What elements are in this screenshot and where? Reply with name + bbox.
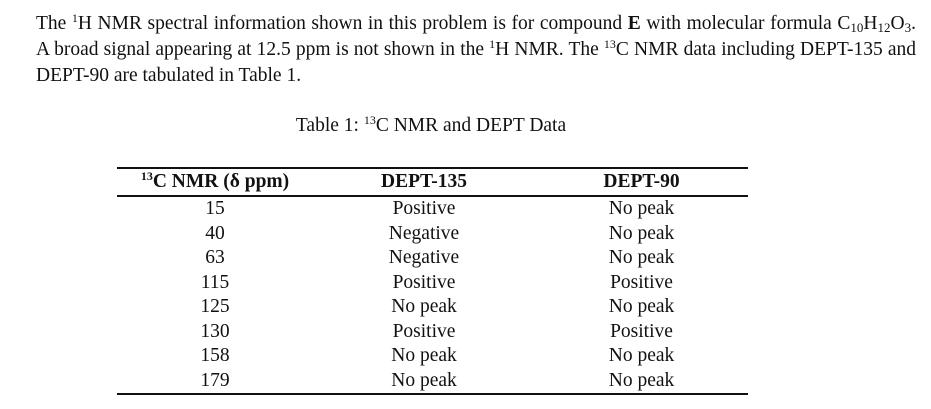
intro-text: . A broad signal appearing at 12.5 ppm is not shown in the [36,13,916,60]
table-caption [0,113,862,139]
superscript: 1 [489,37,496,51]
cell-dept135: Positive [392,271,456,293]
intro-text: H NMR spectral information shown in this problem is for compound [77,13,628,34]
compound-label: E [627,13,641,34]
table-row [117,295,748,320]
superscript: 13 [363,113,376,127]
nmr-dept-table [117,167,748,395]
table-row [117,271,748,296]
table-row [117,320,748,345]
cell-dept90: No peak [608,198,675,220]
superscript: 1 [71,11,78,25]
cell-dept135: No peak [391,369,457,391]
cell-dept90: Positive [610,320,673,342]
table-row [117,222,748,247]
header-dept90: DEPT-90 [603,171,680,192]
cell-dept90: No peak [608,247,675,269]
intro-text: O [890,13,905,34]
cell-dept90: No peak [608,222,675,244]
table-header-row [117,168,748,196]
superscript: 13 [603,37,616,51]
cell-shift: 125 [200,296,230,318]
caption-text: C NMR and DEPT Data [375,115,567,136]
problem-statement [36,11,916,89]
cell-dept135: Negative [388,247,460,269]
intro-text: The [36,13,72,34]
table-row [117,369,748,395]
intro-text: with molecular formula C [640,13,851,34]
cell-dept135: Positive [392,198,456,220]
cell-shift: 158 [200,345,230,367]
subscript: 10 [850,20,864,35]
header-c13-nmr [117,168,313,196]
cell-shift: 115 [200,271,230,293]
cell-dept135: Negative [388,222,460,244]
cell-dept135: Positive [392,320,456,342]
cell-dept90: No peak [608,345,675,367]
intro-text: H [863,13,878,34]
table-row [117,246,748,271]
cell-dept90: Positive [610,271,673,293]
subscript: 12 [877,20,891,35]
intro-text: H NMR. The [495,39,604,60]
cell-shift: 130 [200,320,230,342]
cell-shift: 40 [205,222,225,244]
nmr-table-container [117,167,748,395]
cell-shift: 179 [200,369,230,391]
cell-dept90: No peak [608,296,675,318]
subscript: 3 [904,20,912,35]
cell-shift: 63 [205,247,225,269]
caption-prefix: Table 1: [295,115,364,136]
header-label: C NMR (δ ppm) [152,171,290,192]
header-dept135: DEPT-135 [381,171,467,192]
cell-dept135: No peak [391,296,457,318]
superscript: 13 [140,169,153,183]
table-row [117,344,748,369]
intro-text: C NMR data including DEPT-135 and DEPT-90 are tabulated in Table 1. [36,39,916,86]
table-row [117,196,748,222]
cell-shift: 15 [205,198,225,220]
cell-dept135: No peak [391,345,457,367]
cell-dept90: No peak [608,369,675,391]
